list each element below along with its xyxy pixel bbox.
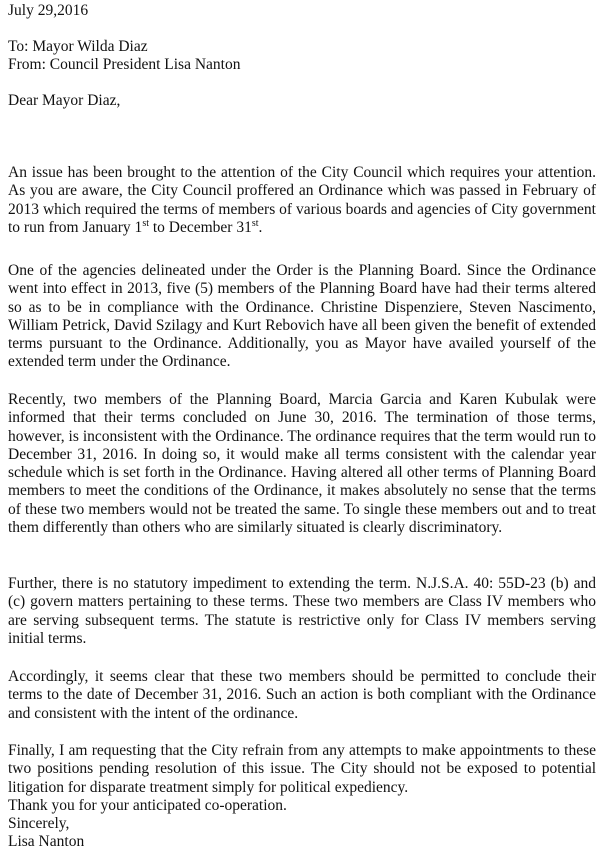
closing-line: Sincerely, — [8, 815, 70, 832]
paragraph-request-text: Finally, I am requesting that the City refrain from any attempts to make appointments to these two positions pending resolution of this issue. The City should not be exposed to potential litigation for disparate treatment simply for political expediency. — [8, 742, 596, 796]
superscript-st-first: st — [142, 217, 149, 229]
paragraph-issue-intro-middle: to December 31 — [148, 218, 252, 236]
paragraph-statutory-impediment — [8, 575, 596, 648]
paragraph-planning-board — [8, 262, 596, 372]
paragraph-terms-concluded — [8, 391, 596, 537]
signature-name: Lisa Nanton — [8, 833, 85, 850]
thanks-line: Thank you for your anticipated co-operation. — [8, 797, 287, 814]
paragraph-issue-intro-end: . — [258, 218, 263, 236]
paragraph-planning-board-text: One of the agencies delineated under the Order is the Planning Board. Since the Ordinance went into effect in 2013, five (5) members of the Planning Board have had their terms altered so as to be in compliance with the Ordinance. Christine Dispenziere, Steven Nascimento, William Petrick, David Szilagy and Kurt Rebovich have all been given the benefit of extended terms pursuant to the Ordinance. Additionally, you as Mayor have availed yourself of the extended term under the Ordinance. — [8, 262, 596, 371]
superscript-st-second: st — [251, 217, 259, 229]
paragraph-issue-intro-text — [8, 164, 596, 237]
paragraph-conclusion-text: Accordingly, it seems clear that these two members should be permitted to conclude their terms to the date of December 31, 2016. Such an action is both compliant with the Ordinance and consistent with the intent of the ordinance. — [8, 668, 596, 722]
recipient-line: To: Mayor Wilda Diaz — [8, 38, 148, 55]
letter-date: July 29,2016 — [8, 2, 89, 19]
paragraph-conclusion — [8, 668, 596, 723]
paragraph-terms-concluded-text: Recently, two members of the Planning Board, Marcia Garcia and Karen Kubulak were informed that their terms concluded on June 30, 2016. The termination of those terms, however, is inconsistent with the Ordinance. The ordinance requires that the term would run to December 31, 2016. In doing so, it would make all terms consistent with the calendar year schedule which is set forth in the Ordinance. Having altered all other terms of Planning Board members to meet the conditions of the Ordinance, it makes absolutely no sense that the terms of these two members would not be treated the same. To single these members out and to treat them differently than others who are similarly situated is clearly discriminatory. — [8, 391, 596, 537]
letter-page — [8, 0, 596, 868]
paragraph-issue-intro-before: An issue has been brought to the attention of the City Council which requires your attention. As you are aware, the City Council proffered an Ordinance which was passed in February of 2013 which required the terms of members of various boards and agencies of City government to run from January 1 — [8, 164, 596, 236]
sender-line: From: Council President Lisa Nanton — [8, 56, 241, 73]
paragraph-statutory-impediment-text: Further, there is no statutory impediment to extending the term. N.J.S.A. 40: 55D-23 (b) and (c) govern matters pertaining to these terms. These two members are Class IV members who are serving subsequent terms. The statute is restrictive only for Class IV members serving initial terms. — [8, 575, 596, 647]
paragraph-issue-intro — [8, 164, 596, 237]
paragraph-request — [8, 742, 596, 797]
salutation: Dear Mayor Diaz, — [8, 92, 121, 109]
